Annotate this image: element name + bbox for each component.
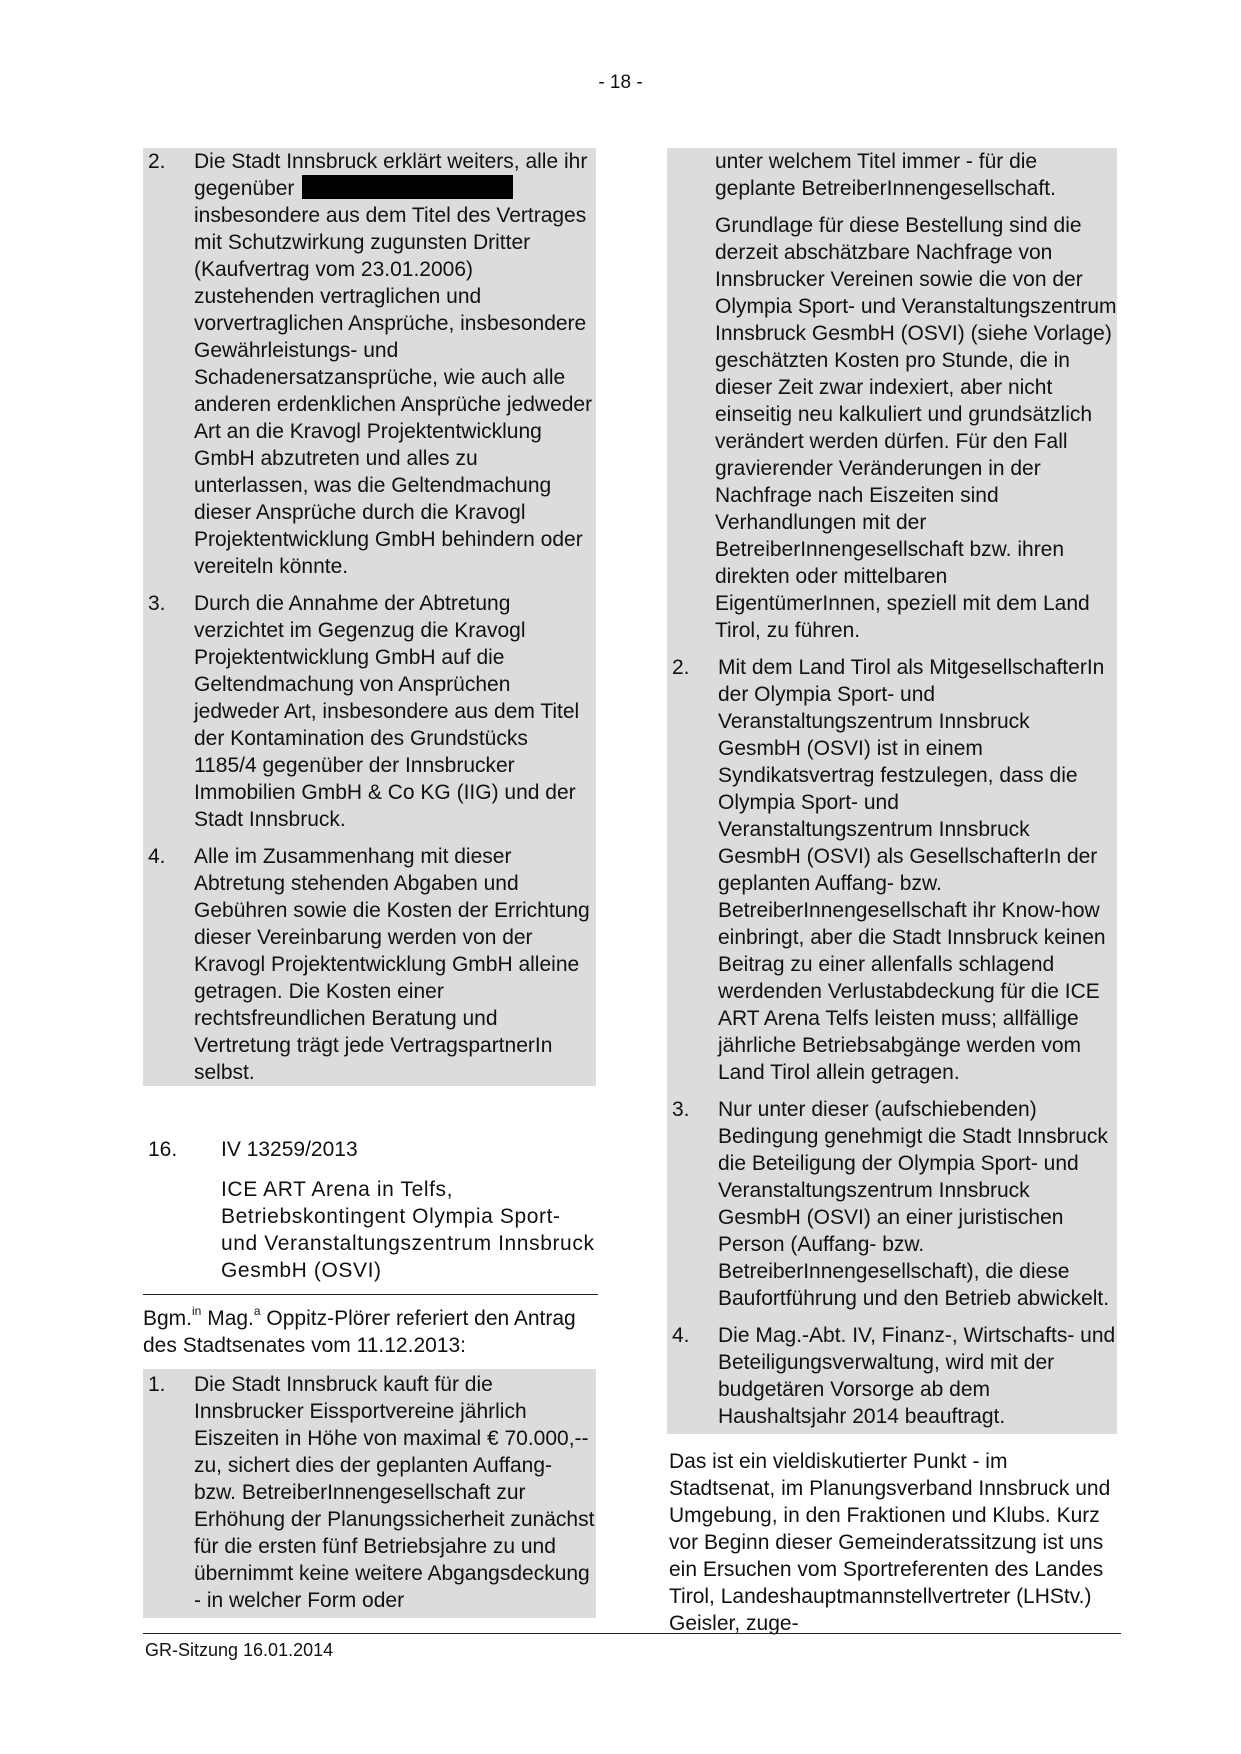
item-number: 2. xyxy=(672,656,690,679)
list-item xyxy=(143,843,596,1086)
item-text: Durch die Annahme der Abtretung verzichtet im Gegenzug die Kravogl Projektentwicklung GmbH auf die Geltendmachung von Ansprüchen jedweder Art, insbesondere aus dem Titel der Kontamination des Grundstücks 1185/4 gegenüber der Innsbrucker Immobilien GmbH & Co KG (IIG) und der Stadt Innsbruck. xyxy=(194,592,580,831)
right-column-items xyxy=(667,148,1117,1434)
list-item xyxy=(143,1371,596,1614)
section-title: ICE ART Arena in Telfs, Betriebskontingent Olympia Sport- und Veranstaltungszentrum Innsbruck GesmbH (OSVI) xyxy=(221,1178,595,1282)
redaction-bar xyxy=(302,175,513,199)
section-item-block xyxy=(143,1369,596,1618)
item-number: 4. xyxy=(672,1324,690,1347)
item-number: 3. xyxy=(148,592,166,615)
section-divider xyxy=(143,1294,598,1295)
intro-sup: in xyxy=(192,1304,202,1318)
item-number: 3. xyxy=(672,1098,690,1121)
intro-sup: a xyxy=(253,1304,261,1318)
item-text: Mit dem Land Tirol als MitgesellschafterIn der Olympia Sport- und Veranstaltungszentrum Innsbruck GesmbH (OSVI) ist in einem Syndikatsvertrag festzulegen, dass die Olympia Sport- und Veranstaltungszentrum Innsbruck GesmbH (OSVI) als GesellschafterIn der geplanten Auffang- bzw. BetreiberInnengesellschaft ihr Know-how einbringt, aber die Stadt Innsbruck keinen Beitrag zu einer allenfalls schlagend werdenden Verlustabdeckung für die ICE ART Arena Telfs leisten muss; allfällige jährliche Betriebsabgänge werden vom Land Tirol allein getragen. xyxy=(718,656,1106,1084)
list-item xyxy=(667,1096,1117,1312)
item-text: Die Mag.-Abt. IV, Finanz-, Wirtschafts- und Beteiligungsverwaltung, wird mit der budgetären Vorsorge ab dem Haushaltsjahr 2014 beauftragt. xyxy=(718,1324,1116,1428)
item-text: Die Stadt Innsbruck erklärt weiters, alle ihr gegenüber xyxy=(194,150,588,200)
closing-paragraph: Das ist ein vieldiskutierter Punkt - im Stadtsenat, im Planungsverband Innsbruck und Umgebung, in den Fraktionen und Klubs. Kurz vor Beginn dieser Gemeinderatssitzung ist uns ein Ersuchen vom Sportreferenten des Landes Tirol, Landeshauptmannstellvertreter (LHStv.) Geisler, zuge- xyxy=(669,1450,1111,1635)
right-column xyxy=(667,148,1117,1637)
left-column-items xyxy=(143,148,596,1086)
list-item xyxy=(143,148,596,580)
section-number: 16. xyxy=(148,1138,178,1161)
continued-text: unter welchem Titel immer - für die geplante BetreiberInnengesellschaft. xyxy=(715,150,1056,200)
item-number: 4. xyxy=(148,845,166,868)
intro-text: Oppitz-Plörer referiert den Antrag des Stadtsenates vom 11.12.2013: xyxy=(143,1307,576,1357)
list-item xyxy=(667,1322,1117,1430)
item-text: Die Stadt Innsbruck kauft für die Innsbrucker Eissportvereine jährlich Eiszeiten in Höhe von maximal € 70.000,-- zu, sichert dies der geplanten Auffang- bzw. BetreiberInnengesellschaft zur Erhöhung der Planungssicherheit zunächst für die ersten fünf Betriebsjahre zu und übernimmt keine weitere Abgangsdeckung - in welcher Form oder xyxy=(194,1373,595,1612)
agenda-section xyxy=(143,1136,598,1618)
item-text: Alle im Zusammenhang mit dieser Abtretung stehenden Abgaben und Gebühren sowie die Kosten der Errichtung dieser Vereinbarung werden von der Kravogl Projektentwicklung GmbH alleine getragen. Die Kosten einer rechtsfreundlichen Beratung und Vertretung trägt jede VertragspartnerIn selbst. xyxy=(194,845,590,1084)
item-number: 1. xyxy=(148,1373,166,1396)
section-intro xyxy=(143,1305,598,1359)
item-text: insbesondere aus dem Titel des Vertrages mit Schutzwirkung zugunsten Dritter (Kaufvertrag vom 23.01.2006) zustehenden vertraglichen und vorvertraglichen Ansprüche, insbesondere Gewährleistungs- und Schadenersatzansprüche, wie auch alle anderen erdenklichen Ansprüche jedweder Art an die Kravogl Projektentwicklung GmbH abzutreten und alles zu unterlassen, was die Geltendmachung dieser Ansprüche durch die Kravogl Projektentwicklung GmbH behindern oder vereiteln könnte. xyxy=(194,204,593,578)
list-item xyxy=(143,590,596,833)
continued-text: Grundlage für diese Bestellung sind die derzeit abschätzbare Nachfrage von Innsbrucker Vereinen sowie die von der Olympia Sport- und Veranstaltungszentrum Innsbruck GesmbH (OSVI) (siehe Vorlage) geschätzten Kosten pro Stunde, die in dieser Zeit zwar indexiert, aber nicht einseitig neu kalkuliert und grundsätzlich verändert werden dürfen. Für den Fall gravierender Veränderungen in der Nachfrage nach Eiszeiten sind Verhandlungen mit der BetreiberInnengesellschaft bzw. ihren direkten oder mittelbaren EigentümerInnen, speziell mit dem Land Tirol, zu führen. xyxy=(715,214,1117,642)
list-item xyxy=(667,654,1117,1086)
section-reference: IV 13259/2013 xyxy=(221,1138,358,1161)
intro-text: Mag. xyxy=(207,1307,254,1330)
page-number: - 18 - xyxy=(598,72,643,93)
item-number: 2. xyxy=(148,150,166,173)
footer-divider xyxy=(143,1633,1121,1634)
footer: GR-Sitzung 16.01.2014 xyxy=(145,1640,334,1660)
item-text: Nur unter dieser (aufschiebenden) Bedingung genehmigt die Stadt Innsbruck die Beteiligung der Olympia Sport- und Veranstaltungszentrum Innsbruck GesmbH (OSVI) an einer juristischen Person (Auffang- bzw. BetreiberInnengesellschaft), die diese Baufortführung und den Betrieb abwickelt. xyxy=(718,1098,1110,1310)
intro-text: Bgm. xyxy=(143,1307,193,1330)
